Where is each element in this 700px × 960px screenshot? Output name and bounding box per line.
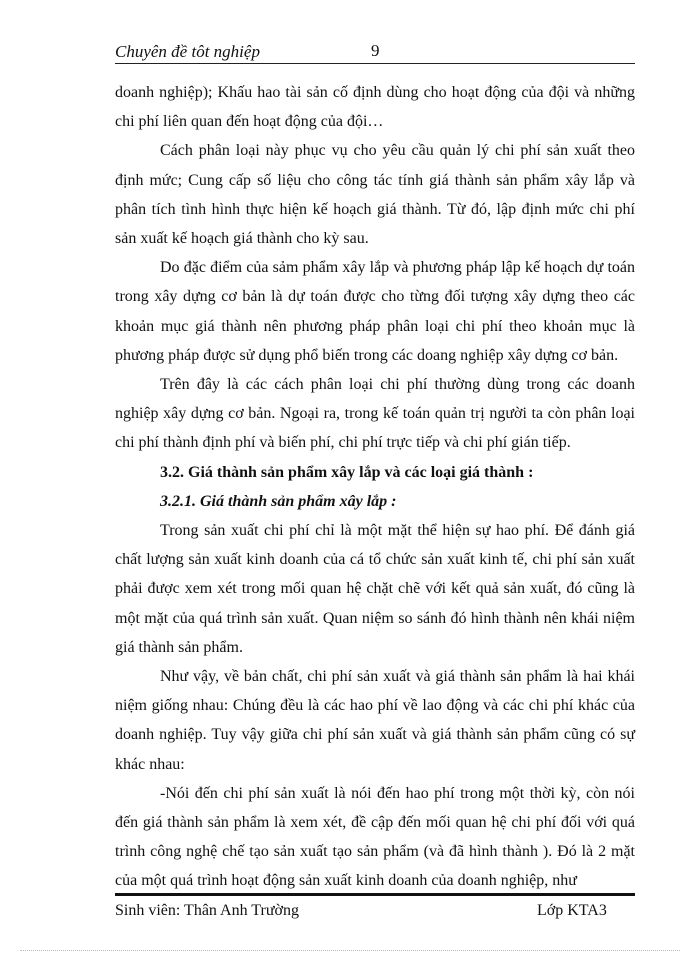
page-number: 9 [371,41,380,60]
footer-class: Lớp KTA3 [537,902,607,919]
page-header [115,38,635,62]
header-title: Chuyên đề tôt nghiệp [115,42,260,61]
paragraph: -Nói đến chi phí sản xuất là nói đến hao phí trong một thời kỳ, còn nói đến giá thành sản phẩm là xem xét, đề cập đến mối quan hệ chi phí đối với quá trình công nghệ chế tạo sản xuất tạo sản phẩm (và đã hình thành ). Đó là 2 mặt của một quá trình hoạt động sản xuất kinh doanh của doanh nghiệp, như [115,784,635,890]
paragraph: Cách phân loại này phục vụ cho yêu cầu quản lý chi phí sản xuất theo định mức; Cung cấp số liệu cho công tác tính giá thành sản phẩm xây lắp và phân tích tình hình thực hiện kế hoạch giá thành. Từ đó, lập định mức chi phí sản xuất kế hoạch giá thành cho kỳ sau. [115,142,635,248]
paragraph: Do đặc điểm của sảm phẩm xây lắp và phương pháp lập kế hoạch dự toán trong xây dựng cơ bản là dự toán được cho từng đối tượng xây dựng theo các khoản mục giá thành nên phương pháp phân loại chi phí theo khoản mục là phương pháp được sử dụng phổ biến trong các doang nghiệp xây dựng cơ bản. [115,259,635,364]
page-border-dots [20,950,680,951]
paragraph: Trên đây là các cách phân loại chi phí thường dùng trong các doanh nghiệp xây dựng cơ bản. Ngoại ra, trong kế toán quản trị người ta còn phân loại chi phí thành định phí và biến phí, chi phí trực tiếp và chi phí gián tiếp. [115,376,635,452]
paragraph: Như vậy, về bản chất, chi phí sản xuất và giá thành sản phẩm là hai khái niệm giống nhau: Chúng đều là các hao phí về lao động và các chi phí khác của doanh nghiệp. Tuy vậy giữa chi phí sản xuất và giá thành sản phẩm cũng có sự khác nhau: [115,668,635,773]
paragraph: Trong sản xuất chi phí chỉ là một mặt thể hiện sự hao phí. Để đánh giá chất lượng sản xuất kinh doanh của cá tổ chức sản xuất kinh tế, chi phí sản xuất phải được xem xét trong mối quan hệ chặt chẽ với kết quả sản xuất, đó cũng là một mặt của quá trình sản xuất. Quan niệm so sánh đó hình thành nên khái niệm giá thành sản phẩm. [115,522,635,656]
header-rule [115,63,635,64]
footer-student: Sinh viên: Thân Anh Trường [115,902,299,919]
footer-rule [115,893,635,896]
document-body [115,78,635,896]
subsection-heading: 3.2.1. Giá thành sản phẩm xây lắp : [160,492,397,510]
paragraph: doanh nghiệp); Khấu hao tài sản cố định dùng cho hoạt động của đội và những chi phí liên quan đến hoạt động của đội… [115,84,635,131]
section-heading: 3.2. Giá thành sản phẩm xây lắp và các loại giá thành : [160,463,534,481]
